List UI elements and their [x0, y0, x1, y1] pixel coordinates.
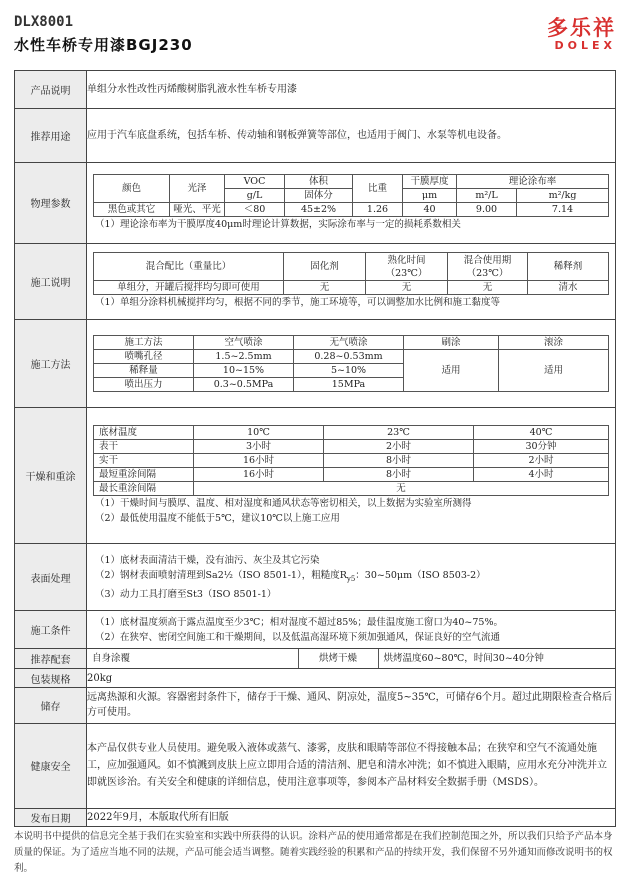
unit-coverage-kg: m²/kg — [517, 188, 609, 202]
label-product: 产品说明 — [15, 71, 87, 109]
row-usage — [15, 109, 616, 162]
value-brush: 适用 — [404, 350, 499, 392]
product-title: 水性车桥专用漆BGJ230 — [14, 36, 193, 54]
usage-text: 应用于汽车底盘系统，包括车桥、传动轴和钢板弹簧等部位，也适用于阀门、水泵等机电设备。 — [87, 109, 616, 162]
col-thinner: 稀释剂 — [528, 253, 609, 281]
value-pot-life: 无 — [448, 281, 528, 295]
label-physical: 物理参数 — [15, 162, 87, 243]
matching-table — [87, 649, 615, 668]
label-conditions: 施工条件 — [15, 610, 87, 648]
footer-disclaimer: 本说明书中提供的信息完全基于我们在实验室和实践中所获得的认识。涂料产品的使用通常都是在我们控制范围之外，所以我们只给予产品本身质量的保证。为了适应当地不同的法规，产品可能会适当调整。随着实践经验的积累和产品的持续开发，我们保留不另外通知而修改说明书的权利。 — [14, 831, 613, 874]
row-matching — [15, 649, 616, 669]
col-solid: 体积 — [285, 174, 353, 188]
surface-dry-40: 30分钟 — [474, 440, 609, 454]
document-header — [14, 14, 616, 56]
row-min-recoat: 最短重涂间隔 — [94, 468, 194, 482]
drying-note-2: （2）最低使用温度不能低于5℃，建议10℃以上施工应用 — [95, 513, 340, 525]
unit-coverage-l: m²/L — [457, 188, 517, 202]
surface-line-1: （1）底材表面清洁干燥，没有油污、灰尘及其它污染 — [95, 554, 320, 566]
col-roll: 滚涂 — [499, 336, 609, 350]
health-text: 本产品仅供专业人员使用。避免吸入液体或蒸气、漆雾，皮肤和眼睛等部位不得接触本品；在狭窄和空气不流通处施工，应加强通风。如不慎溅到皮肤上应立即用合适的清洁剂、肥皂和清水冲洗；如不慎进入眼睛，应用水充分冲洗并立即就医诊治。有关安全和健康的详细信息，使用注意事项等，参阅本产品材料安全数据手册（MSDS）。 — [87, 723, 616, 808]
logo-chinese: 多乐祥 — [547, 16, 616, 40]
label-method: 施工方法 — [15, 320, 87, 408]
col-hardener: 固化剂 — [284, 253, 366, 281]
unit-voc: g/L — [225, 188, 285, 202]
col-cure-time: 熟化时间 （23℃） — [366, 253, 448, 281]
unit-dft: μm — [403, 188, 457, 202]
value-thinner: 清水 — [528, 281, 609, 295]
surface-line-2: （2）钢材表面喷射清理到Sa2½（ISO 8501-1），粗糙度$R_{y5}$：30~50μm（ISO 8503-2） — [95, 569, 486, 583]
physical-note: （1）理论涂布率为干膜厚度40μm时理论计算数据，实际涂布率与一定的损耗系数相关 — [95, 218, 461, 230]
col-color: 颜色 — [94, 174, 170, 202]
value-mix-ratio: 单组分，开罐后搅拌均匀即可使用 — [94, 281, 284, 295]
product-code: DLX8001 — [14, 14, 74, 30]
value-airless-dilution: 5~10% — [294, 364, 404, 378]
row-packing — [15, 669, 616, 687]
value-solid: 45±2% — [285, 202, 353, 216]
storage-text: 远离热源和火源。容器密封条件下，储存于干燥、通风、阴凉处，温度5~35℃，可储存6个月。超过此期限检查合格后方可使用。 — [87, 687, 616, 723]
col-density: 比重 — [353, 174, 403, 202]
row-surface — [15, 544, 616, 611]
row-storage — [15, 687, 616, 723]
value-roll: 适用 — [499, 350, 609, 392]
row-surface-dry: 表干 — [94, 440, 194, 454]
col-air-spray: 空气喷涂 — [194, 336, 294, 350]
method-table — [93, 335, 609, 392]
value-cure-time: 无 — [366, 281, 448, 295]
min-recoat-40: 4小时 — [474, 468, 609, 482]
col-gloss: 光泽 — [170, 174, 225, 202]
value-coverage-kg: 7.14 — [517, 202, 609, 216]
hard-dry-23: 8小时 — [324, 454, 474, 468]
value-air-pressure: 0.3~0.5MPa — [194, 378, 294, 392]
label-storage: 储存 — [15, 687, 87, 723]
physical-table — [93, 174, 609, 217]
value-voc: ＜80 — [225, 202, 285, 216]
row-max-recoat: 最长重涂间隔 — [94, 482, 194, 496]
value-coverage-l: 9.00 — [457, 202, 517, 216]
label-matching: 推荐配套 — [15, 649, 87, 669]
col-pot-life: 混合使用期 （23℃） — [448, 253, 528, 281]
row-drying — [15, 408, 616, 544]
construction-note: （1）单组分涂料机械搅拌均匀，根据不同的季节，施工环境等，可以调整加水比例和施工黏度等 — [95, 297, 501, 309]
value-dft: 40 — [403, 202, 457, 216]
row-product — [15, 71, 616, 109]
brand-logo — [504, 16, 616, 52]
value-gloss: 哑光、平光 — [170, 202, 225, 216]
conditions-line-1: （1）底材温度须高于露点温度至少3℃；相对湿度不超过85%；最佳温度施工窗口为40~75%。 — [95, 616, 503, 628]
matching-bake-condition: 烘烤温度60~80℃，时间30~40分钟 — [378, 649, 615, 668]
roughness-subscript: y5 — [346, 574, 356, 583]
row-conditions — [15, 610, 616, 648]
value-color: 黑色或其它 — [94, 202, 170, 216]
construction-table — [93, 252, 609, 295]
row-method — [15, 320, 616, 408]
label-health: 健康安全 — [15, 723, 87, 808]
date-text: 2022年9月，本版取代所有旧版 — [87, 808, 616, 826]
label-surface: 表面处理 — [15, 544, 87, 611]
matching-bake: 烘烤干燥 — [298, 649, 378, 668]
col-voc: VOC — [225, 174, 285, 188]
col-airless-spray: 无气喷涂 — [294, 336, 404, 350]
min-recoat-23: 8小时 — [324, 468, 474, 482]
value-airless-nozzle: 0.28~0.53mm — [294, 350, 404, 364]
col-substrate-temp: 底材温度 — [94, 426, 194, 440]
product-description: 单组分水性改性丙烯酸树脂乳液水性车桥专用漆 — [87, 71, 616, 109]
row-pressure: 喷出压力 — [94, 378, 194, 392]
row-health — [15, 723, 616, 808]
col-mix-ratio: 混合配比（重量比） — [94, 253, 284, 281]
col-dft: 干膜厚度 — [403, 174, 457, 188]
label-drying: 干燥和重涂 — [15, 408, 87, 544]
value-air-dilution: 10~15% — [194, 364, 294, 378]
row-date — [15, 808, 616, 826]
packing-value: 20kg — [87, 669, 616, 687]
col-coverage: 理论涂布率 — [457, 174, 609, 188]
min-recoat-10: 16小时 — [194, 468, 324, 482]
row-nozzle: 喷嘴孔径 — [94, 350, 194, 364]
temp-40: 40℃ — [474, 426, 609, 440]
col-method: 施工方法 — [94, 336, 194, 350]
value-airless-pressure: 15MPa — [294, 378, 404, 392]
value-density: 1.26 — [353, 202, 403, 216]
hard-dry-40: 2小时 — [474, 454, 609, 468]
row-construction — [15, 243, 616, 320]
surface-dry-10: 3小时 — [194, 440, 324, 454]
surface-line-3: （3）动力工具打磨至St3（ISO 8501-1） — [95, 588, 277, 600]
logo-english: DOLEX — [554, 39, 616, 52]
drying-table — [93, 425, 609, 496]
row-physical — [15, 162, 616, 243]
col-solid-sub: 固体分 — [285, 188, 353, 202]
col-brush: 刷涂 — [404, 336, 499, 350]
conditions-line-2: （2）在狭窄、密闭空间施工和干燥期间，以及低温高湿环境下须加强通风，保证良好的空气流通 — [95, 631, 501, 643]
spec-table — [14, 70, 616, 827]
drying-note-1: （1）干燥时间与膜厚、温度、相对湿度和通风状态等密切相关，以上数据为实验室所测得 — [95, 498, 472, 510]
matching-self: 自身涂覆 — [87, 649, 298, 668]
row-dilution: 稀释量 — [94, 364, 194, 378]
value-hardener: 无 — [284, 281, 366, 295]
label-usage: 推荐用途 — [15, 109, 87, 162]
value-air-nozzle: 1.5~2.5mm — [194, 350, 294, 364]
label-construction: 施工说明 — [15, 243, 87, 320]
temp-23: 23℃ — [324, 426, 474, 440]
max-recoat-all: 无 — [194, 482, 609, 496]
surface-dry-23: 2小时 — [324, 440, 474, 454]
hard-dry-10: 16小时 — [194, 454, 324, 468]
temp-10: 10℃ — [194, 426, 324, 440]
row-hard-dry: 实干 — [94, 454, 194, 468]
label-packing: 包装规格 — [15, 669, 87, 687]
label-date: 发布日期 — [15, 808, 87, 826]
